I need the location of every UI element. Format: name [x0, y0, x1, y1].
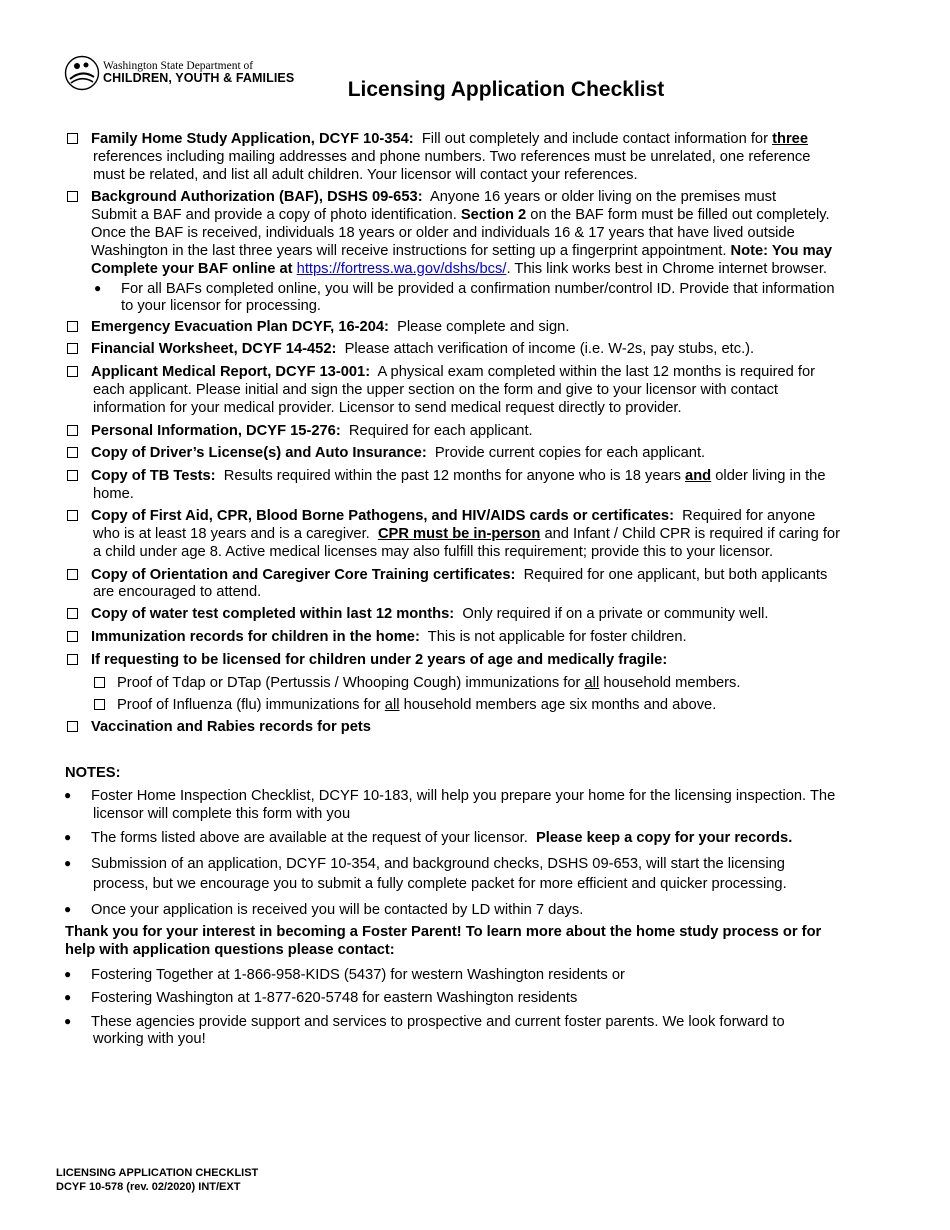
item-text: a child under age 8. Active medical licenses may also fulfill this requirement; provide this to your licensor. [93, 544, 774, 560]
item-text: Complete your BAF online at https://fortress.wa.gov/dshs/bcs/. This link works best in Chrome internet browser. [91, 261, 827, 277]
item-text: information for your medical provider. Licensor to send medical request directly to provider. [93, 400, 682, 416]
note-text: licensor will complete this form with you [93, 806, 351, 822]
bullet: ● [64, 990, 72, 1004]
logo-line2: CHILDREN, YOUTH & FAMILIES [103, 71, 295, 86]
item-text: references including mailing addresses and phone numbers. Two references must be unrelated, one reference [93, 149, 811, 165]
footer-form-number: DCYF 10-578 (rev. 02/2020) INT/EXT [56, 1181, 241, 1193]
bullet: ● [64, 830, 72, 844]
item-first-aid: Copy of First Aid, CPR, Blood Borne Pathogens, and HIV/AIDS cards or certificates: Required for anyone [91, 508, 816, 524]
checkbox-immunization[interactable] [67, 631, 78, 642]
item-orientation: Copy of Orientation and Caregiver Core Training certificates: Required for one applicant, but both applicants [91, 567, 828, 583]
checkbox-evacuation-plan[interactable] [67, 321, 78, 332]
note-text: Once your application is received you will be contacted by LD within 7 days. [91, 902, 584, 918]
checkbox-pets[interactable] [67, 721, 78, 732]
bullet: ● [64, 856, 72, 870]
checkbox-financial-worksheet[interactable] [67, 343, 78, 354]
baf-online-link[interactable]: https://fortress.wa.gov/dshs/bcs/ [296, 261, 507, 277]
item-text: are encouraged to attend. [93, 584, 262, 600]
item-financial-worksheet: Financial Worksheet, DCYF 14-452: Please attach verification of income (i.e. W-2s, pay stubs, etc.). [91, 341, 755, 357]
contact-text: Fostering Washington at 1-877-620-5748 for eastern Washington residents [91, 990, 578, 1006]
checkbox-personal-information[interactable] [67, 425, 78, 436]
item-drivers-license: Copy of Driver’s License(s) and Auto Insurance: Provide current copies for each applicant. [91, 445, 706, 461]
note-text: Submission of an application, DCYF 10-354, and background checks, DSHS 09-653, will start the licensing [91, 856, 785, 872]
item-medical-report: Applicant Medical Report, DCYF 13-001: A physical exam completed within the last 12 months is required for [91, 364, 816, 380]
item-water-test: Copy of water test completed within last 12 months: Only required if on a private or community well. [91, 606, 769, 622]
checkbox-under-2[interactable] [67, 654, 78, 665]
item-immunization: Immunization records for children in the home: This is not applicable for foster children. [91, 629, 687, 645]
checkbox-first-aid[interactable] [67, 510, 78, 521]
item-under-2: If requesting to be licensed for children under 2 years of age and medically fragile: [91, 652, 668, 668]
item-pets: Vaccination and Rabies records for pets [91, 719, 371, 735]
page-title: Licensing Application Checklist [347, 78, 665, 101]
footer [56, 1166, 258, 1194]
item-text: Submit a BAF and provide a copy of photo identification. Section 2 on the BAF form must be filled out completely. [91, 207, 830, 223]
item-tb-tests: Copy of TB Tests: Results required within the past 12 months for anyone who is 18 years and older living in the [91, 468, 826, 484]
checkbox-drivers-license[interactable] [67, 447, 78, 458]
item-flu: Proof of Influenza (flu) immunizations for all household members age six months and above. [117, 697, 717, 713]
thanks-text: help with application questions please contact: [65, 942, 395, 958]
item-evacuation-plan: Emergency Evacuation Plan DCYF, 16-204: Please complete and sign. [91, 319, 570, 335]
note-text: Foster Home Inspection Checklist, DCYF 10-183, will help you prepare your home for the licensing inspection. The [91, 788, 836, 804]
bullet: ● [64, 967, 72, 981]
bullet: ● [64, 788, 72, 802]
checkbox-baf[interactable] [67, 191, 78, 202]
checkbox-water-test[interactable] [67, 608, 78, 619]
item-text: Once the BAF is received, individuals 18 years or older and individuals 16 & 17 years that have lived outside [91, 225, 795, 241]
item-personal-information: Personal Information, DCYF 15-276: Required for each applicant. [91, 423, 533, 439]
bullet: ● [64, 902, 72, 916]
footer-title: LICENSING APPLICATION CHECKLIST [56, 1167, 259, 1179]
note-text: process, but we encourage you to submit a fully complete packet for more efficient and quicker processing. [93, 876, 787, 892]
bullet: ● [94, 281, 102, 295]
item-text: For all BAFs completed online, you will be provided a confirmation number/control ID. Provide that information [121, 281, 835, 297]
item-text: each applicant. Please initial and sign the upper section on the form and give to your licensor with contact [93, 382, 779, 398]
item-text: to your licensor for processing. [121, 298, 322, 314]
checkbox-orientation[interactable] [67, 569, 78, 580]
item-text: home. [93, 486, 134, 502]
logo-line1: Washington State Department of [103, 60, 254, 73]
item-family-home-study: Family Home Study Application, DCYF 10-354: Fill out completely and include contact information for three [91, 131, 808, 147]
checkbox-tb-tests[interactable] [67, 470, 78, 481]
item-text: Washington in the last three years will receive instructions for setting up a fingerprint appointment. Note: You may [91, 243, 832, 259]
checkbox-flu[interactable] [94, 699, 105, 710]
contact-text: working with you! [93, 1031, 206, 1047]
item-text: who is at least 18 years and is a caregiver. CPR must be in-person and Infant / Child CPR is required if caring for [93, 526, 840, 542]
contact-text: Fostering Together at 1-866-958-KIDS (5437) for western Washington residents or [91, 967, 625, 983]
note-text: The forms listed above are available at the request of your licensor. Please keep a copy for your records. [91, 830, 793, 846]
checkbox-family-home-study[interactable] [67, 133, 78, 144]
checkbox-tdap[interactable] [94, 677, 105, 688]
item-baf: Background Authorization (BAF), DSHS 09-653: Anyone 16 years or older living on the premises must [91, 189, 777, 205]
item-tdap: Proof of Tdap or DTap (Pertussis / Whooping Cough) immunizations for all household members. [117, 675, 741, 691]
bullet: ● [64, 1014, 72, 1028]
checkbox-medical-report[interactable] [67, 366, 78, 377]
thanks-text: Thank you for your interest in becoming a Foster Parent! To learn more about the home study process or for [65, 924, 822, 940]
item-text: must be related, and list all adult children. Your licensor will contact your references. [93, 167, 638, 183]
contact-text: These agencies provide support and services to prospective and current foster parents. We look forward to [91, 1014, 785, 1030]
notes-heading: NOTES: [65, 765, 121, 781]
